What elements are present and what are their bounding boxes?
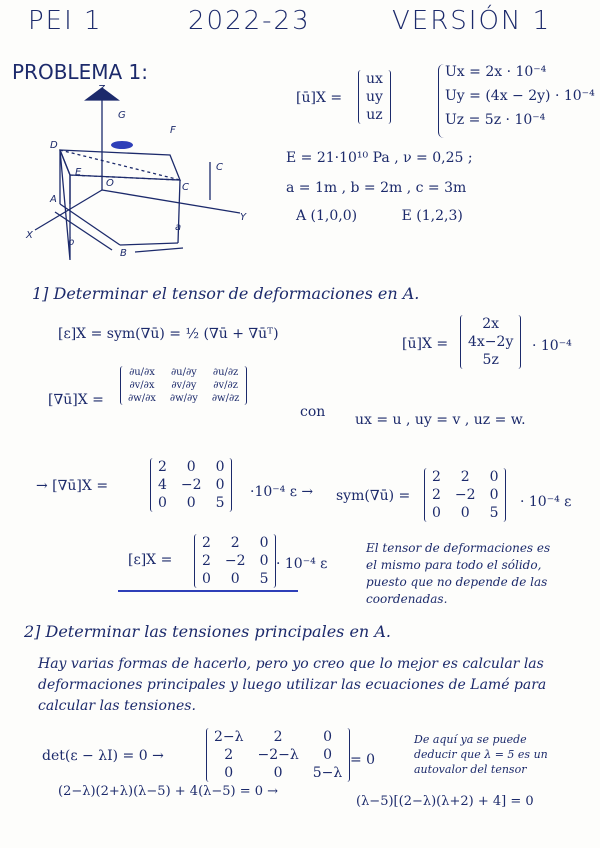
dim-b-label: b xyxy=(68,237,75,248)
version-label: VERSIÓN 1 xyxy=(392,6,552,36)
det-0-0: 2−λ xyxy=(214,729,244,745)
det-1-1: −2−λ xyxy=(257,747,299,763)
ubar-label: [ū]X = xyxy=(402,336,449,352)
u-vec-2: uz xyxy=(366,107,383,123)
det-1-2: 0 xyxy=(323,747,332,763)
point-e-label: E xyxy=(75,167,82,178)
det-0-1: 2 xyxy=(273,729,283,745)
det-2-0: 0 xyxy=(224,765,234,781)
eps-2-1: 0 xyxy=(230,571,240,587)
eps-1-1: −2 xyxy=(224,553,246,569)
course-label: PEI 1 xyxy=(28,6,103,36)
det-2-1: 0 xyxy=(273,765,283,781)
u-vector xyxy=(358,70,391,124)
point-b-label: B xyxy=(120,248,127,259)
sym-factor: · 10⁻⁴ ε xyxy=(520,494,572,510)
sym-2-0: 0 xyxy=(432,505,441,521)
eps-factor: · 10⁻⁴ ε xyxy=(276,556,328,572)
problem-title: PROBLEMA 1: xyxy=(12,60,148,84)
eps-0-0: 2 xyxy=(202,535,211,551)
point-d-label: D xyxy=(50,140,58,151)
point-o-label: O xyxy=(106,178,114,189)
ubar-factor: · 10⁻⁴ xyxy=(532,338,572,354)
det-factored: (λ−5)[(2−λ)(λ+2) + 4] = 0 xyxy=(356,794,534,809)
point-a-label: A xyxy=(50,194,57,205)
point-f-label: F xyxy=(170,125,176,136)
point-g-label: G xyxy=(118,110,126,121)
grad-num-factor: ·10⁻⁴ ε → xyxy=(250,484,314,500)
eps-2-2: 5 xyxy=(259,571,269,587)
sym-0-1: 2 xyxy=(460,469,470,485)
dimensions: a = 1m , b = 2m , c = 3m xyxy=(286,180,467,196)
gn-1-2: 0 xyxy=(215,477,225,493)
sym-1-1: −2 xyxy=(454,487,476,503)
ubar-vector xyxy=(460,315,521,369)
grad-0-0: ∂u/∂x xyxy=(129,367,155,378)
sym-label: sym(∇ū) = xyxy=(336,488,411,504)
grad-2-1: ∂w/∂y xyxy=(169,393,198,404)
con-label: con xyxy=(300,404,326,420)
axis-z-label: Z xyxy=(98,84,105,95)
points: A (1,0,0) E (1,2,3) xyxy=(296,208,463,224)
section1-heading: 1] Determinar el tensor de deformaciones en A. xyxy=(32,284,420,303)
eps-0-2: 0 xyxy=(259,535,269,551)
grad-2-0: ∂w/∂x xyxy=(128,393,156,404)
sym-2-2: 5 xyxy=(489,505,499,521)
det-matrix xyxy=(206,728,350,782)
eps-label: [ε]X = xyxy=(128,552,173,568)
eps-2-0: 0 xyxy=(202,571,211,587)
grad-label: [∇ū]X = xyxy=(48,392,104,408)
grad-num-matrix xyxy=(150,458,232,512)
subst-label: ux = u , uy = v , uz = w. xyxy=(355,412,526,428)
eps-underline xyxy=(118,590,298,592)
grad-2-2: ∂w/∂z xyxy=(211,393,240,404)
det-1-0: 2 xyxy=(224,747,234,763)
eigen-aside: De aquí ya se puede deducir que λ = 5 es un autovalor del tensor xyxy=(414,733,548,776)
u-vec-0: ux xyxy=(366,71,383,87)
grad-1-1: ∂v/∂y xyxy=(171,380,197,391)
gn-2-2: 5 xyxy=(215,495,225,511)
grad-0-2: ∂u/∂z xyxy=(212,367,239,378)
gn-2-1: 0 xyxy=(186,495,196,511)
ubar-2: 5z xyxy=(482,352,499,368)
gn-0-1: 0 xyxy=(186,459,196,475)
u-comp-y: Uy = (4x − 2y) · 10⁻⁴ xyxy=(445,88,595,104)
gn-1-1: −2 xyxy=(180,477,202,493)
gn-2-0: 0 xyxy=(158,495,167,511)
strain-note: El tensor de deformaciones es el mismo para todo el sólido, puesto que no depende de las coordenadas. xyxy=(366,541,551,606)
grad-num-label: → [∇ū]X = xyxy=(36,478,109,494)
grad-0-1: ∂u/∂y xyxy=(170,367,197,378)
sym-1-0: 2 xyxy=(432,487,441,503)
u-comp-z: Uz = 5z · 10⁻⁴ xyxy=(445,112,546,128)
section2-heading: 2] Determinar las tensiones principales en A. xyxy=(24,622,391,641)
ubar-0: 2x xyxy=(482,316,500,332)
cube-figure xyxy=(20,80,260,260)
grad-1-0: ∂v/∂x xyxy=(129,380,155,391)
sym-0-0: 2 xyxy=(432,469,441,485)
axis-y-label: Y xyxy=(240,212,247,223)
material-props: E = 21·10¹⁰ Pa , ν = 0,25 ; xyxy=(286,150,473,166)
sym-1-2: 0 xyxy=(489,487,499,503)
u-comp-x: Ux = 2x · 10⁻⁴ xyxy=(445,64,547,80)
gn-0-0: 2 xyxy=(158,459,167,475)
eps-matrix xyxy=(194,534,276,588)
gn-0-2: 0 xyxy=(215,459,225,475)
dim-c-label: C xyxy=(216,162,223,173)
dim-a-label: a xyxy=(175,222,182,233)
year-label: 2022-23 xyxy=(188,6,311,36)
det-label: det(ε − λI) = 0 → xyxy=(42,748,164,764)
eps-1-2: 0 xyxy=(259,553,269,569)
ubar-1: 4x−2y xyxy=(468,334,514,350)
strain-sym-eq: [ε]X = sym(∇ū) = ½ (∇ū + ∇ūᵀ) xyxy=(58,326,279,342)
det-eq: = 0 xyxy=(350,752,376,768)
det-expand: (2−λ)(2+λ)(λ−5) + 4(λ−5) = 0 → xyxy=(58,784,279,799)
sym-2-1: 0 xyxy=(460,505,470,521)
axis-x-label: X xyxy=(26,230,33,241)
eps-0-1: 2 xyxy=(230,535,240,551)
section2-paragraph: Hay varias formas de hacerlo, pero yo creo que lo mejor es calcular las deformaciones principales y luego utilizar las ecuaciones de Lamé para calcular las tensiones. xyxy=(38,656,547,714)
sym-matrix xyxy=(424,468,506,522)
u-def-label: [ū]X = xyxy=(296,90,343,106)
point-c-label: C xyxy=(182,182,189,193)
eps-1-0: 2 xyxy=(202,553,211,569)
grad-matrix xyxy=(120,366,247,405)
gn-1-0: 4 xyxy=(158,477,167,493)
u-vec-1: uy xyxy=(366,89,383,105)
det-2-2: 5−λ xyxy=(312,765,343,781)
det-0-2: 0 xyxy=(323,729,332,745)
grad-1-2: ∂v/∂z xyxy=(213,380,238,391)
sym-0-2: 0 xyxy=(489,469,499,485)
